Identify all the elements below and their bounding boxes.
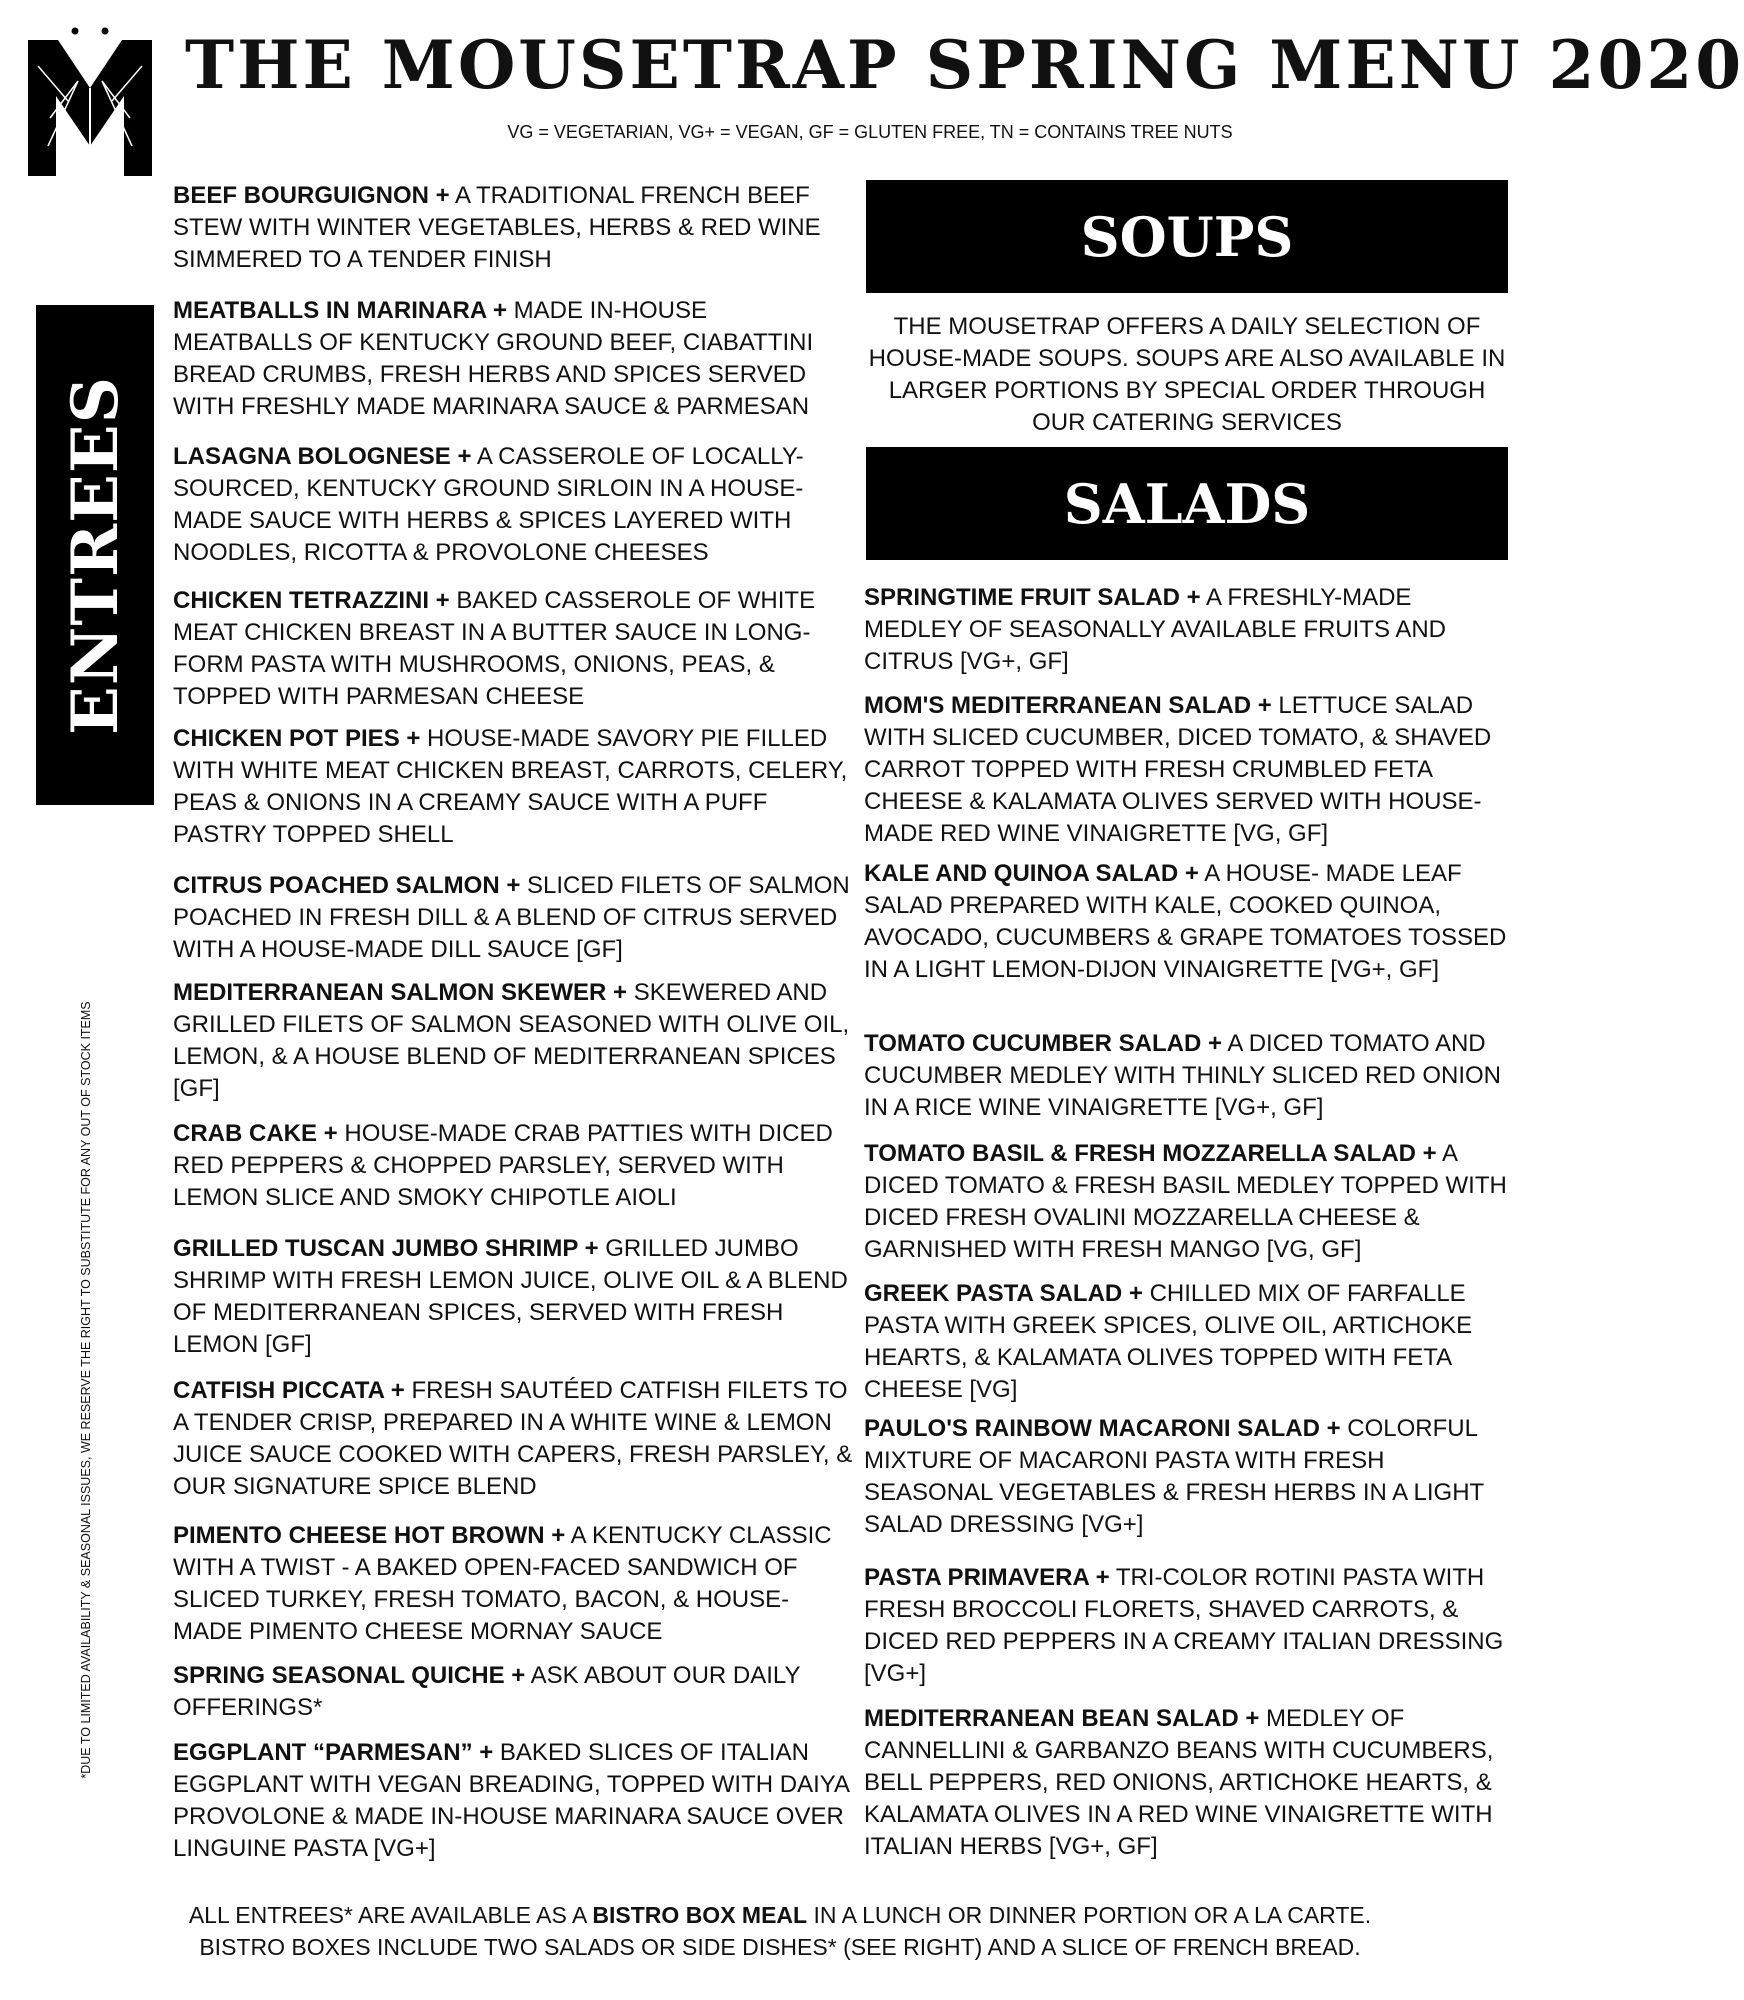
item-name: PASTA PRIMAVERA + bbox=[864, 1564, 1110, 1591]
item-description: GRILLED JUMBO SHRIMP WITH FRESH LEMON JUICE, OLIVE OIL & A BLEND OF MEDITERRANEAN SPICES, SERVED WITH FRESH LEMON [GF] bbox=[173, 1235, 848, 1358]
footer-text: IN A LUNCH OR DINNER PORTION OR A LA CARTE. bbox=[807, 1902, 1372, 1928]
menu-item bbox=[173, 1118, 853, 1214]
item-name: EGGPLANT “PARMESAN” + bbox=[173, 1739, 494, 1766]
item-description: A FRESHLY-MADE MEDLEY OF SEASONALLY AVAILABLE FRUITS AND CITRUS [VG+, GF] bbox=[864, 584, 1446, 675]
bistro-box-label: BISTRO BOX MEAL bbox=[592, 1902, 808, 1928]
substitution-disclaimer: *DUE TO LIMITED AVAILABILITY & SEASONAL ISSUES, WE RESERVE THE RIGHT TO SUBSTITUTE FOR ANY OUT OF STOCK ITEMS bbox=[79, 1001, 93, 1779]
menu-item bbox=[864, 1278, 1514, 1406]
item-description: A DICED TOMATO & FRESH BASIL MEDLEY TOPPED WITH DICED FRESH OVALINI MOZZARELLA CHEESE & GARNISHED WITH FRESH MANGO [VG, GF] bbox=[864, 1140, 1507, 1263]
item-description: A CASSEROLE OF LOCALLY-SOURCED, KENTUCKY GROUND SIRLOIN IN A HOUSE-MADE SAUCE WITH HERBS & SPICES LAYERED WITH NOODLES, RICOTTA & PROVOLONE CHEESES bbox=[173, 443, 804, 566]
item-name: GREEK PASTA SALAD + bbox=[864, 1280, 1143, 1307]
item-name: MEATBALLS IN MARINARA + bbox=[173, 297, 507, 324]
item-description: HOUSE-MADE SAVORY PIE FILLED WITH WHITE MEAT CHICKEN BREAST, CARROTS, CELERY, PEAS & ONIONS IN A CREAMY SAUCE WITH A PUFF PASTRY TOPPED SHELL bbox=[173, 725, 848, 848]
item-description: A TRADITIONAL FRENCH BEEF STEW WITH WINTER VEGETABLES, HERBS & RED WINE SIMMERED TO A TENDER FINISH bbox=[173, 182, 821, 273]
item-description: COLORFUL MIXTURE OF MACARONI PASTA WITH FRESH SEASONAL VEGETABLES & FRESH HERBS IN A LIGHT SALAD DRESSING [VG+] bbox=[864, 1415, 1484, 1538]
item-description: MEDLEY OF CANNELLINI & GARBANZO BEANS WITH CUCUMBERS, BELL PEPPERS, RED ONIONS, ARTICHOKE HEARTS, & KALAMATA OLIVES IN A RED WINE VINAIGRETTE WITH ITALIAN HERBS [VG+, GF] bbox=[864, 1705, 1494, 1860]
item-description: CHILLED MIX OF FARFALLE PASTA WITH GREEK SPICES, OLIVE OIL, ARTICHOKE HEARTS, & KALAMATA OLIVES TOPPED WITH FETA CHEESE [VG] bbox=[864, 1280, 1473, 1403]
item-name: CITRUS POACHED SALMON + bbox=[173, 872, 521, 899]
menu-item bbox=[864, 858, 1514, 986]
item-description: SLICED FILETS OF SALMON POACHED IN FRESH DILL & A BLEND OF CITRUS SERVED WITH A HOUSE-MADE DILL SAUCE [GF] bbox=[173, 872, 850, 963]
menu-item bbox=[173, 977, 853, 1105]
item-description: ASK ABOUT OUR DAILY OFFERINGS* bbox=[173, 1662, 801, 1721]
footer-line-2: BISTRO BOXES INCLUDE TWO SALADS OR SIDE DISHES* (SEE RIGHT) AND A SLICE OF FRENCH BREAD. bbox=[199, 1934, 1361, 1960]
footer-line-1 bbox=[160, 1899, 1400, 1931]
menu-item bbox=[173, 441, 853, 569]
item-name: SPRINGTIME FRUIT SALAD + bbox=[864, 584, 1201, 611]
item-description: FRESH SAUTÉED CATFISH FILETS TO A TENDER CRISP, PREPARED IN A WHITE WINE & LEMON JUICE SAUCE COOKED WITH CAPERS, FRESH PARSLEY, & OUR SIGNATURE SPICE BLEND bbox=[173, 1377, 853, 1500]
item-name: TOMATO CUCUMBER SALAD + bbox=[864, 1030, 1223, 1057]
soups-heading: SOUPS bbox=[866, 180, 1508, 293]
dietary-legend: VG = VEGETARIAN, VG+ = VEGAN, GF = GLUTEN FREE, TN = CONTAINS TREE NUTS bbox=[507, 122, 1233, 142]
item-description: SKEWERED AND GRILLED FILETS OF SALMON SEASONED WITH OLIVE OIL, LEMON, & A HOUSE BLEND OF MEDITERRANEAN SPICES [GF] bbox=[173, 979, 850, 1102]
item-name: KALE AND QUINOA SALAD + bbox=[864, 860, 1199, 887]
menu-item bbox=[864, 582, 1514, 678]
item-name: CATFISH PICCATA + bbox=[173, 1377, 405, 1404]
page-title: THE MOUSETRAP SPRING MENU 2020 bbox=[185, 26, 1744, 104]
item-name: CHICKEN POT PIES + bbox=[173, 725, 421, 752]
item-description: A DICED TOMATO AND CUCUMBER MEDLEY WITH THINLY SLICED RED ONION IN A RICE WINE VINAIGRETTE [VG+, GF] bbox=[864, 1030, 1501, 1121]
entrees-heading: ENTREES bbox=[57, 375, 133, 735]
item-name: LASAGNA BOLOGNESE + bbox=[173, 443, 472, 470]
menu-item bbox=[864, 690, 1514, 850]
menu-item bbox=[864, 1562, 1514, 1690]
menu-item bbox=[173, 295, 853, 423]
menu-item bbox=[173, 723, 853, 851]
mousetrap-m-logo-icon bbox=[28, 26, 152, 176]
menu-item bbox=[173, 180, 853, 276]
menu-item bbox=[173, 585, 853, 713]
item-description: HOUSE-MADE CRAB PATTIES WITH DICED RED PEPPERS & CHOPPED PARSLEY, SERVED WITH LEMON SLICE AND SMOKY CHIPOTLE AIOLI bbox=[173, 1120, 833, 1211]
entrees-heading-band bbox=[36, 305, 154, 805]
item-name: GRILLED TUSCAN JUMBO SHRIMP + bbox=[173, 1235, 599, 1262]
item-name: PAULO'S RAINBOW MACARONI SALAD + bbox=[864, 1415, 1341, 1442]
item-name: SPRING SEASONAL QUICHE + bbox=[173, 1662, 526, 1689]
menu-item bbox=[173, 1660, 853, 1724]
item-name: CRAB CAKE + bbox=[173, 1120, 338, 1147]
menu-item bbox=[864, 1028, 1514, 1124]
bistro-box-footer bbox=[160, 1899, 1400, 1963]
item-description: A HOUSE- MADE LEAF SALAD PREPARED WITH KALE, COOKED QUINOA, AVOCADO, CUCUMBERS & GRAPE TOMATOES TOSSED IN A LIGHT LEMON-DIJON VINAIGRETTE [VG+, GF] bbox=[864, 860, 1507, 983]
menu-item bbox=[173, 1520, 853, 1648]
item-description: BAKED SLICES OF ITALIAN EGGPLANT WITH VEGAN BREADING, TOPPED WITH DAIYA PROVOLONE & MADE IN-HOUSE MARINARA SAUCE OVER LINGUINE PASTA [VG+] bbox=[173, 1739, 849, 1862]
menu-item bbox=[864, 1413, 1514, 1541]
item-name: PIMENTO CHEESE HOT BROWN + bbox=[173, 1522, 566, 1549]
item-description: A KENTUCKY CLASSIC WITH A TWIST - A BAKED OPEN-FACED SANDWICH OF SLICED TURKEY, FRESH TOMATO, BACON, & HOUSE-MADE PIMENTO CHEESE MORNAY SAUCE bbox=[173, 1522, 832, 1645]
item-name: TOMATO BASIL & FRESH MOZZARELLA SALAD + bbox=[864, 1140, 1437, 1167]
menu-item bbox=[173, 1737, 853, 1865]
menu-item bbox=[173, 1375, 853, 1503]
menu-item bbox=[173, 870, 853, 966]
footer-text: ALL ENTREES* ARE AVAILABLE AS A bbox=[188, 1902, 593, 1928]
soups-description: THE MOUSETRAP OFFERS A DAILY SELECTION OF HOUSE-MADE SOUPS. SOUPS ARE ALSO AVAILABLE IN LARGER PORTIONS BY SPECIAL ORDER THROUGH OUR CATERING SERVICES bbox=[868, 313, 1506, 436]
menu-item bbox=[173, 1233, 853, 1361]
item-description: TRI-COLOR ROTINI PASTA WITH FRESH BROCCOLI FLORETS, SHAVED CARROTS, & DICED RED PEPPERS IN A CREAMY ITALIAN DRESSING [VG+] bbox=[864, 1564, 1504, 1687]
item-name: BEEF BOURGUIGNON + bbox=[173, 182, 450, 209]
item-name: MEDITERRANEAN SALMON SKEWER + bbox=[173, 979, 628, 1006]
menu-item bbox=[864, 1703, 1514, 1863]
item-name: MEDITERRANEAN BEAN SALAD + bbox=[864, 1705, 1260, 1732]
menu-item bbox=[864, 1138, 1514, 1266]
item-description: BAKED CASSEROLE OF WHITE MEAT CHICKEN BREAST IN A BUTTER SAUCE IN LONG-FORM PASTA WITH MUSHROOMS, ONIONS, PEAS, & TOPPED WITH PARMESAN CHEESE bbox=[173, 587, 816, 710]
item-description: LETTUCE SALAD WITH SLICED CUCUMBER, DICED TOMATO, & SHAVED CARROT TOPPED WITH FRESH CRUMBLED FETA CHEESE & KALAMATA OLIVES SERVED WITH HOUSE-MADE RED WINE VINAIGRETTE [VG, GF] bbox=[864, 692, 1492, 847]
salads-heading: SALADS bbox=[866, 447, 1508, 560]
item-description: MADE IN-HOUSE MEATBALLS OF KENTUCKY GROUND BEEF, CIABATTINI BREAD CRUMBS, FRESH HERBS AND SPICES SERVED WITH FRESHLY MADE MARINARA SAUCE & PARMESAN bbox=[173, 297, 814, 420]
item-name: CHICKEN TETRAZZINI + bbox=[173, 587, 450, 614]
item-name: MOM'S MEDITERRANEAN SALAD + bbox=[864, 692, 1272, 719]
